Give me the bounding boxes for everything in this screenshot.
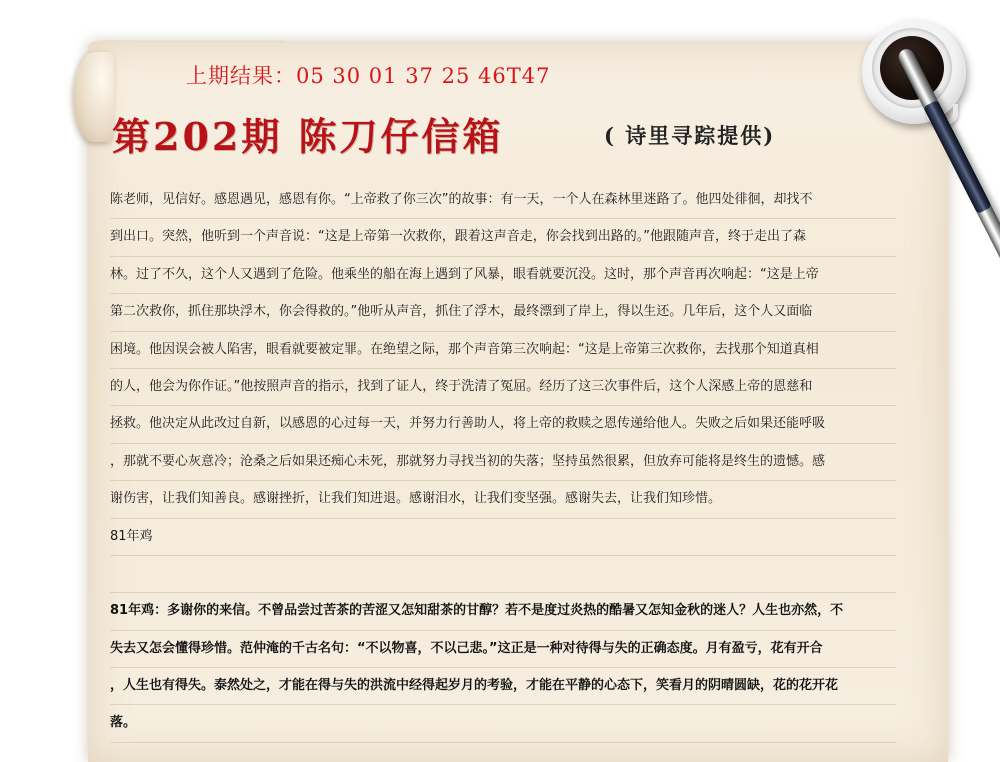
paper-curl-left <box>74 52 114 142</box>
letter-line: 陈老师，见信好。感恩遇见，感恩有你。“上帝救了你三次”的故事：有一天，一个人在森林里迷路了。他四处徘徊，却找不 <box>110 182 896 219</box>
provider-credit: ( 诗里寻踪提供) <box>604 123 776 148</box>
reply-line: 失去又怎会懂得珍惜。范仲淹的千古名句：“不以物喜，不以己悲。”这正是一种对待得与失的正确态度。月有盈亏，花有开合 <box>110 631 896 668</box>
blank-line <box>110 556 896 593</box>
letter-line: 的人，他会为你作证。”他按照声音的指示，找到了证人，终于洗清了冤屈。经历了这三次事件后，这个人深感上帝的恩慈和 <box>110 369 896 406</box>
letter-line: 拯救。他决定从此改过自新，以感恩的心过每一天，并努力行善助人，将上帝的救赎之恩传递给他人。失败之后如果还能呼吸 <box>110 406 896 443</box>
letter-line: ，那就不要心灰意冷；沧桑之后如果还痴心未死，那就努力寻找当初的失落；坚持虽然很累，但放弃可能将是终生的遗憾。感 <box>110 444 896 481</box>
reply-body <box>110 593 896 743</box>
letter-line: 林。过了不久，这个人又遇到了危险。他乘坐的船在海上遇到了风暴，眼看就要沉没。这时，那个声音再次响起：“这是上帝 <box>110 257 896 294</box>
letter-line: 谢伤害，让我们知善良。感谢挫折，让我们知进退。感谢泪水，让我们变坚强。感谢失去，让我们知珍惜。 <box>110 481 896 518</box>
reply-line: 落。 <box>110 705 896 742</box>
reply-line: ，人生也有得失。泰然处之，才能在得与失的洪流中经得起岁月的考验，才能在平静的心态下，笑看月的阴晴圆缺，花的花开花 <box>110 668 896 705</box>
letter-line: 到出口。突然，他听到一个声音说：“这是上帝第一次救你，跟着这声音走，你会找到出路的。”他跟随声音，终于走出了森 <box>110 219 896 256</box>
letter-line: 第二次救你，抓住那块浮木，你会得救的。”他听从声音，抓住了浮木，最终漂到了岸上，得以生还。几年后，这个人又面临 <box>110 294 896 331</box>
page-title: 第202期 陈刀仔信箱 <box>112 114 504 159</box>
previous-result: 上期结果：05 30 01 37 25 46T47 <box>186 64 551 88</box>
letter-body <box>110 182 896 743</box>
letter-signature: 81年鸡 <box>110 519 896 556</box>
reply-line: 81年鸡：多谢你的来信。不曾品尝过苦茶的苦涩又怎知甜茶的甘醇？若不是度过炎热的酷暑又怎知金秋的迷人？人生也亦然，不 <box>110 593 896 630</box>
letter-line: 困境。他因误会被人陷害，眼看就要被定罪。在绝望之际，那个声音第三次响起：“这是上帝第三次救你，去找那个知道真相 <box>110 332 896 369</box>
